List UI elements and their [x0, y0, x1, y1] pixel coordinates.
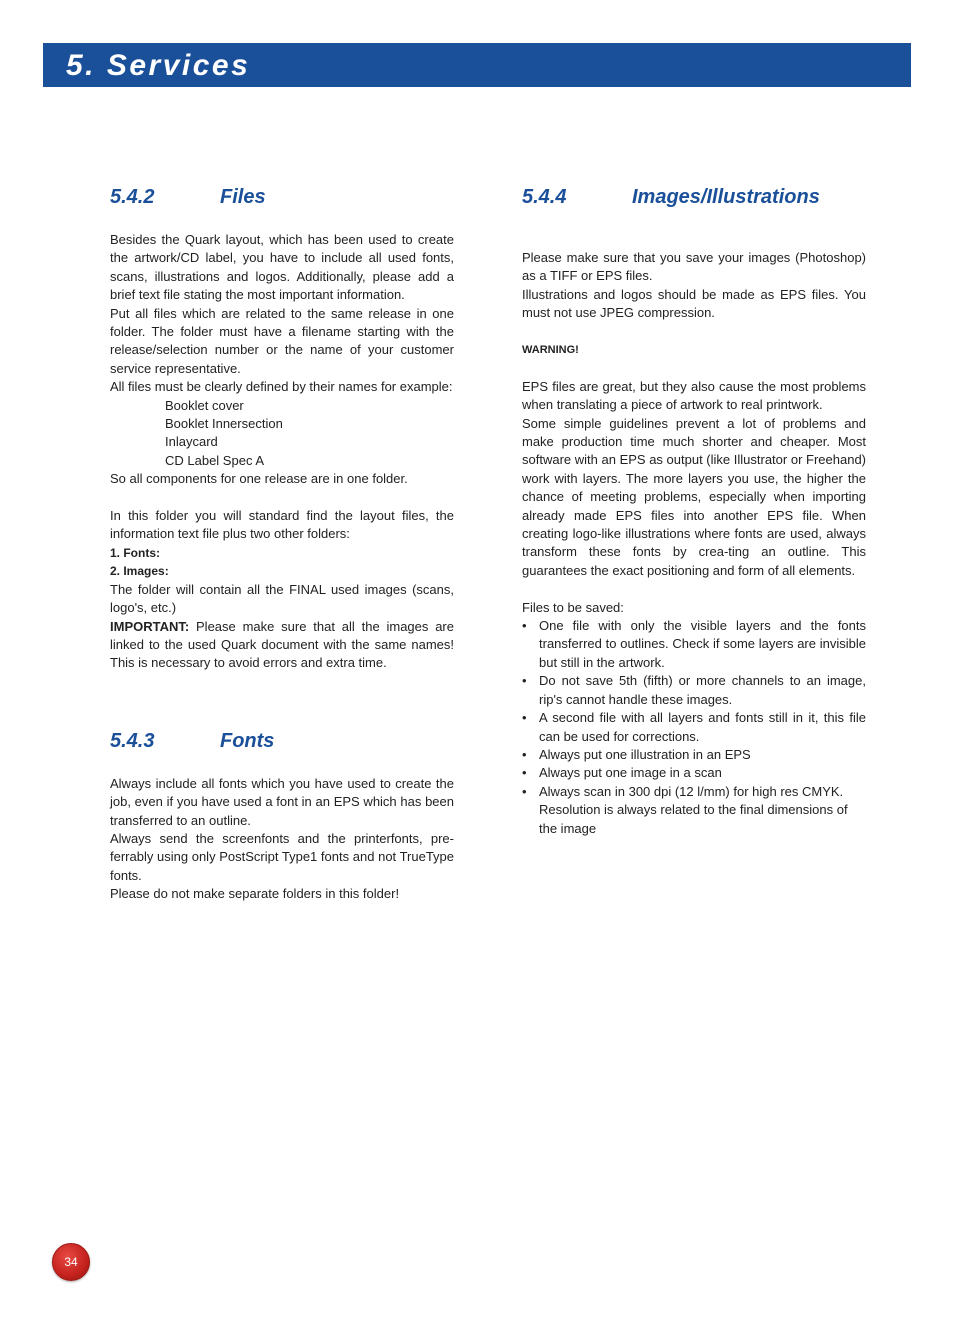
section-number: 5.4.3: [110, 729, 155, 752]
page-number-badge: [52, 1243, 90, 1281]
list-item: • Always put one illustration in an EPS: [522, 746, 866, 764]
header-banner: [43, 43, 911, 87]
files-paragraph-2: Put all files which are related to the same release in one folder. The folder must have a filename starting with the release/selection number or the name of your customer service representative.: [110, 305, 454, 376]
section-title: Images/Illustrations: [632, 186, 820, 208]
list-item: • Always scan in 300 dpi (12 l/mm) for high res CMYK. Resolution is always related to the final dimensions of the image: [522, 783, 848, 836]
files-to-save-list: [522, 617, 866, 838]
bullet-icon: •: [522, 673, 527, 689]
example-item: Booklet Innersection: [165, 416, 283, 432]
fonts-paragraph-1: Always include all fonts which you have used to create the job, even if you have used a font in an EPS which has been transferred to an outline.: [110, 775, 454, 828]
list-item: • Do not save 5th (fifth) or more channels to an image, rip's cannot handle these images.: [522, 673, 866, 707]
images-paragraph-4: Some simple guidelines prevent a lot of problems and make production time much shorter and cheaper. Most software with an EPS as output (like Illustrator or Freehand) work with layers. The more layers you use, the higher the chance of meeting problems, especially when importing already made EPS files into another EPS file. When creating logo-like illustrations where fonts are used, always transform these fonts by crea-ting an outline. This guarantees the exact positioning and form of all elements.: [522, 415, 866, 578]
bullet-icon: •: [522, 618, 527, 634]
files-paragraph-5: In this folder you will standard find the layout files, the information text file plus two other folders:: [110, 508, 454, 542]
page-title: 5. Services: [66, 49, 251, 82]
files-paragraph-4: So all components for one release are in one folder.: [110, 471, 408, 487]
fonts-paragraph-3: Please do not make separate folders in this folder!: [110, 886, 400, 902]
left-column: [110, 182, 454, 904]
section-number: 5.4.2: [110, 186, 155, 208]
images-paragraph-1: Please make sure that you save your images (Photoshop) as a TIFF or EPS files.: [522, 250, 866, 284]
section-number: 5.4.4: [522, 186, 567, 208]
bullet-icon: •: [522, 765, 527, 781]
example-item: Inlaycard: [165, 434, 218, 450]
bullet-icon: •: [522, 710, 527, 726]
example-item: Booklet cover: [165, 397, 244, 413]
section-heading-files: [110, 182, 454, 212]
example-item: CD Label Spec A: [165, 452, 265, 468]
section-title: Fonts: [220, 729, 275, 752]
files-paragraph-3: All files must be clearly defined by their names for example:: [110, 379, 453, 395]
important-note: [110, 618, 454, 673]
list-item: • One file with only the visible layers and the fonts transferred to outlines. Check if some layers are invisible but still in the artwork.: [522, 618, 866, 670]
list-item: • A second file with all layers and fonts still in it, this file can be used for corrections.: [522, 710, 866, 744]
section-title: Files: [220, 186, 266, 208]
images-paragraph-2: Illustrations and logos should be made as EPS files. You must not use JPEG compression.: [522, 286, 866, 321]
folder-fonts-label: 1. Fonts:: [110, 545, 160, 560]
files-paragraph-6: The folder will contain all the FINAL used images (scans, logo's, etc.): [110, 581, 454, 616]
list-item: • Always put one image in a scan: [522, 764, 866, 782]
fonts-paragraph-2: Always send the screenfonts and the printerfonts, pre-ferrably using only PostScript Type1 fonts and not TrueType fonts.: [110, 830, 454, 883]
warning-label: WARNING!: [522, 344, 579, 357]
bullet-icon: •: [522, 746, 527, 762]
files-paragraph-1: Besides the Quark layout, which has been used to create the artwork/CD label, you have to include all used fonts, scans, illustrations and logos. Additionally, please add a brief text file stating the most important information.: [110, 232, 454, 303]
files-to-be-saved-label: Files to be saved:: [522, 599, 624, 615]
important-text: Please make sure that all the images are linked to the used Quark document with the same names! This is necessary to avoid errors and extra time.: [110, 618, 454, 671]
important-label: IMPORTANT:: [110, 618, 190, 634]
page-number: 34: [64, 1255, 78, 1269]
bullet-icon: •: [522, 783, 527, 799]
section-heading-fonts: [110, 726, 454, 756]
right-column: [522, 182, 866, 838]
images-paragraph-3: EPS files are great, but they also cause the most problems when translating a piece of artwork to real printwork.: [522, 378, 866, 413]
folder-images-label: 2. Images:: [110, 564, 169, 579]
section-heading-images: [522, 182, 866, 212]
